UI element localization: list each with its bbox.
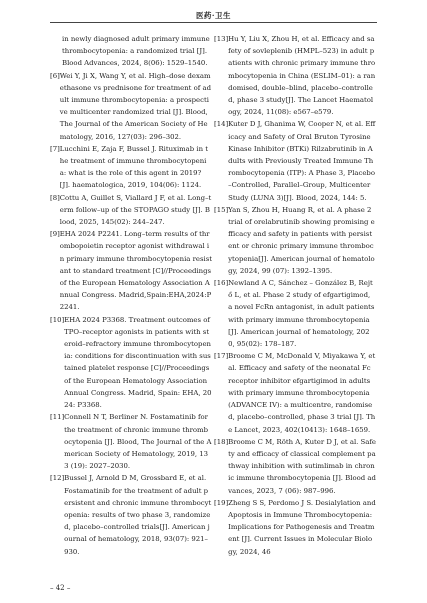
page-number: – 42 – (50, 584, 71, 592)
reference-text: Broome C M, McDonald V, Miyakawa Y, et al. Efficacy and safety of the neonatal Fc receptor inhibitor efgartigimod in adults with primary immune thrombocytopenia (ADVANCE IV): a multicentre, randomised, placebo–controlled, phase 3 trial [J]. The Lancet, 2023, 402(10413): 1648–1659. (228, 352, 376, 434)
reference-text: Lucchini E, Zaja F, Bussel J. Rituximab in the treatment of immune thrombocytopenia: what is the role of this agent in 2019? [J]. haematologica, 2019, 104(06): 1124. (59, 144, 208, 190)
reference-number: [17] (214, 352, 229, 361)
reference-text: Broome C M, Röth A, Kuter D J, et al. Safety and efficacy of classical complement pathway inhibition with sutimlimab in chronic immune thrombocytopenia [J]. Blood advances, 2023, 7 (06): 987–996. (228, 437, 377, 495)
reference-number: [7] (50, 144, 60, 153)
reference-item (214, 277, 376, 350)
reference-item (50, 70, 212, 143)
reference-number: [9] (50, 230, 60, 239)
reference-number: [12] (50, 474, 65, 483)
reference-text: Hu Y, Liu X, Zhou H, et al. Efficacy and safety of sovleplenib (HMPL–523) in adult patients with chronic primary immune thrombocytopenia in China (ESLIM–01): a randomised, double–blind, placebo–controlled, phase 3 study[J]. The Lancet Haematology, 2024, 11(08): e567–e579. (228, 35, 376, 117)
reference-number: [8] (50, 193, 60, 202)
reference-item (214, 436, 376, 497)
reference-item (50, 143, 212, 192)
reference-item (50, 411, 212, 472)
reference-number: [19] (214, 498, 229, 507)
reference-item (50, 33, 212, 70)
reference-item (214, 204, 376, 277)
reference-item (214, 350, 376, 435)
reference-item (50, 228, 212, 313)
reference-item (50, 472, 212, 557)
reference-number: [18] (214, 437, 229, 446)
reference-text: Connell N T, Berliner N. Fostamatinib for the treatment of chronic immune thrombocytopenia [J]. Blood, The Journal of the American Society of Hematology, 2019, 133 (19): 2027–2030. (64, 413, 212, 471)
reference-item (214, 497, 376, 558)
header-rule (50, 22, 377, 23)
reference-item (214, 118, 376, 203)
reference-number: [16] (214, 279, 229, 288)
reference-item (50, 192, 212, 229)
reference-text: Zheng S S, Perdomo J S. Desialylation and Apoptosis in Immune Thrombocytopenia: Implications for Pathogenesis and Treatment [J]. Current Issues in Molecular Biology, 2024, 46 (228, 498, 376, 556)
reference-number: [15] (214, 205, 229, 214)
reference-number: [13] (214, 35, 229, 43)
reference-number: [14] (214, 120, 229, 129)
reference-item (50, 314, 212, 412)
reference-text: Newland A C, Sánchez – González B, Rejtő L, et al. Phase 2 study of efgartigimod, a novel FcRn antagonist, in adult patients with primary immune thrombocytopenia[J]. American journal of hematology, 2020, 95(02): 178–187. (228, 279, 375, 349)
reference-number: [6] (50, 71, 60, 80)
reference-item (214, 33, 376, 118)
running-header: 医药·卫生 (195, 11, 232, 20)
reference-text: in newly diagnosed adult primary immune thrombocytopenia: a randomized trial [J]. Blood Advances, 2024, 8(06): 1529–1540. (62, 35, 210, 68)
reference-text: Yan S, Zhou H, Huang R, et al. A phase 2 trial of orelabrutinib showing promising efficacy and safety in patients with persistent or chronic primary immune thrombocytopenia[J]. American journal of hematology, 2024, 99 (07): 1392–1395. (228, 205, 375, 275)
references-right-column (214, 33, 376, 558)
reference-text: Wei Y, Ji X, Wang Y, et al. High–dose dexamethasone vs prednisone for treatment of adult immune thrombocytopenia: a prospective multicenter randomized trial [J]. Blood, The Journal of the American Society of Hematology, 2016, 127(03): 296–302. (59, 71, 212, 141)
reference-text: EHA 2024 P3368. Treatment outcomes of TPO–receptor agonists in patients with steroid–refractory immune thrombocytopenia: conditions for discontinuation with sustained platelet response [C]//Proceedings of the European Hematology Association Annual Congress. Madrid, Spain: EHA, 2024: P3368. (64, 315, 212, 410)
reference-text: Cottu A, Guillet S, Viallard J F, et al. Long–term follow–up of the STOPAGO study [J]. Blood, 2025, 145(02): 244–247. (59, 193, 212, 227)
reference-number: [11] (50, 413, 65, 422)
reference-text: EHA 2024 P2241. Long–term results of thrombopoietin receptor agonist withdrawal in primary immune thrombocytopenia resistant to standard treatment [C]//Proceedings of the European Hematology Association Annual Congress. Madrid,Spain:EHA,2024:P2241. (59, 230, 212, 312)
references-left-column (50, 33, 212, 558)
reference-number: [10] (50, 315, 65, 324)
reference-text: Kuter D J, Ghanima W, Cooper N, et al. Efficacy and Safety of Oral Bruton Tyrosine Kinase Inhibitor (BTKi) Rilzabrutinib in Adults with Previously Treated Immune Thrombocytopenia (ITP): A Phase 3, Placebo–Controlled, Parallel–Group, Multicenter Study (LUNA 3)[J]. Blood, 2024, 144: 5. (228, 120, 376, 202)
reference-text: Bussel J, Arnold D M, Grossbard E, et al. Fostamatinib for the treatment of adult persistent and chronic immune thrombocytopenia: results of two phase 3, randomized, placebo–controlled trials[J]. American journal of hematology, 2018, 93(07): 921–930. (64, 474, 212, 556)
